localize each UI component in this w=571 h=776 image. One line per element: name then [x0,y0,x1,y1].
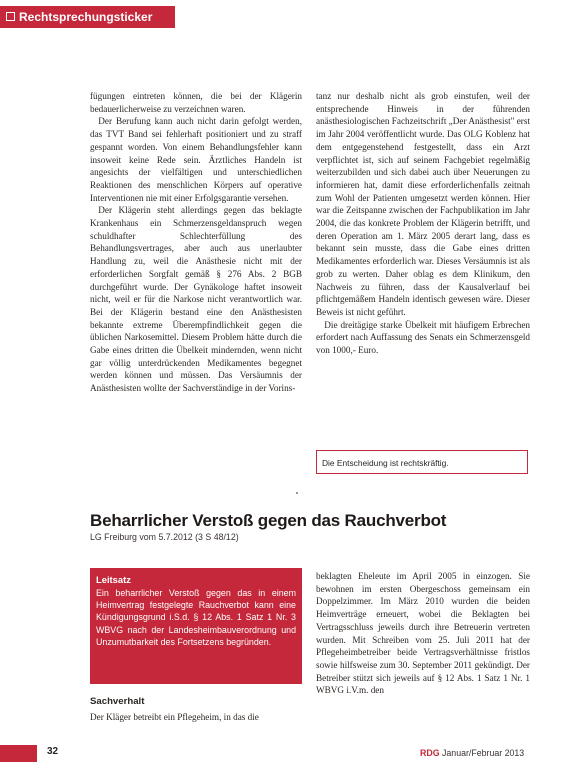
paragraph: Der Berufung kann auch nicht darin gefolgt werden, das TVT Band sei fehlerhaft positioniert und zu straff gespannt worden. Von einem Behandlungsfehler kann insoweit keine Rede sein. Ärztliches Handeln ist angesichts der vielfältigen und unterschiedlichen Reaktionen des menschlichen Körpers auf operative Interventionen nie mit einer Erfolgsgarantie versehen. [90,116,302,203]
leitsatz-title: Leitsatz [96,574,131,585]
brand-name: RDG [420,748,440,758]
paragraph: fügungen eintreten können, die bei der Klägerin bedauerlicherweise zu verzeichnen waren. [90,91,302,114]
paragraph: beklagten Eheleute im April 2005 in einzogen. Sie bewohnen im ersten Obergeschoss gemeinsam ein Doppelzimmer. Im März 2010 wurden die beiden Heimverträge erneuert, wobei die Beklagten bei Vertragsschluss jeweils durch ihre Betreuerin vertreten wurden. Mit Schreiben vom 25. Juli 2011 hat der Pflegeheimbetreiber beide Vertragsverhältnisse fristlos sowie hilfsweise zum 30. September 2011 gekündigt. Der Betreiber stützt sich jeweils auf § 12 Abs. 1 Satz 1 Nr. 1 WBVG i.V.m. den [316,571,530,696]
paragraph: Die dreitägige starke Übelkeit mit häufigem Erbrechen erfordert nach Auffassung des Senats ein Schmerzensgeld von 1000,- Euro. [316,319,530,356]
leitsatz-text: Ein beharrlicher Verstoß gegen das in einem Heimvertrag festgelegte Rauchverbot kann eine Kündigungsgrund i.S.d. § 12 Abs. 1 Satz 1 Nr. 3 WBVG nach der Landesheimbauverordnung und Unzumutbarkeit des Fortsetzens begründen. [96,588,296,647]
divider [296,492,298,494]
leitsatz-box [90,568,302,684]
paragraph: Der Kläger betreibt ein Pflegeheim, in das die [90,712,259,722]
footer-issue [420,748,570,758]
footer-accent-bar [0,745,37,762]
paragraph: tanz nur deshalb nicht als grob einstufen, weil der entsprechende Hinweis in der führenden anästhesiologischen Fachzeitschrift „Der Anästhesist" erst im Jahr 2004 veröffentlicht wurde. Das OLG Koblenz hat dem entgegenstehend festgestellt, dass ein Arzt verpflichtet ist, sich auf seinem Fachgebiet regelmäßig weiterzubilden und sich dabei auch über Neuerungen zu informieren hat, damit diese erforderlichenfalls zeitnah zum Wohl der Patienten umgesetzt werden können. Hier war die Zeitspanne zwischen der Fachpublikation im Jahr 2004, die das konkrete Problem der Klägerin betrifft, und deren Operation am 1. März 2005 derart lang, dass es bekannt sein musste, dass die Gabe eines dritten Medikamentes erforderlich war. Dieses Versäumnis ist als grob zu werten. Daher oblag es dem Klinikum, den Nachweis zu führen, dass der Kausalverlauf bei pflichtgemäßem Handeln identisch gewesen wäre. Dieser Beweis ist nicht geführt. [316,91,530,317]
result-box: Die Entscheidung ist rechtskräftig. [316,450,528,474]
section-title: Rechtsprechungsticker [19,10,153,24]
article2-right-column [316,570,530,730]
page-number: 32 [47,746,59,757]
section-header [0,6,175,28]
sachverhalt-heading: Sachverhalt [90,696,145,707]
issue-date: Januar/Februar 2013 [442,748,525,758]
paragraph: Der Klägerin steht allerdings gegen das beklagte Krankenhaus ein Schmerzensgeldanspruch wegen schuldhafter Schlechterfüllung des Behandlungsvertrages, aber auch aus unerlaubter Handlung zu, weil die Anästhesie nicht mit der erforderlichen Sorgfalt gemäß § 276 Abs. 2 BGB durchgeführt wurde. Der Gynäkologe haftet insoweit nicht, weil er für die Narkose nicht verantwortlich war. Bei der Klägerin bestand eine den Anästhesisten bekannte extreme Überempfindlichkeit gegen die üblichen Narkosemittel. Diesem Problem hätte durch die Gabe eines dritten die Übelkeit mindernden, wenn nicht gar völlig unterdrückenden Medikamentes begegnet werden können und müssen. Das Versäumnis der Anästhesisten wollte der Sachverständige in der Vorins- [90,205,302,394]
article2-left-column [90,711,302,724]
article1-left-column [90,90,302,474]
article-headline: Beharrlicher Verstoß gegen das Rauchverbot [90,511,447,530]
square-icon [6,12,15,21]
article-citation: LG Freiburg vom 5.7.2012 (3 S 48/12) [90,532,239,542]
article1-right-column [316,90,530,357]
